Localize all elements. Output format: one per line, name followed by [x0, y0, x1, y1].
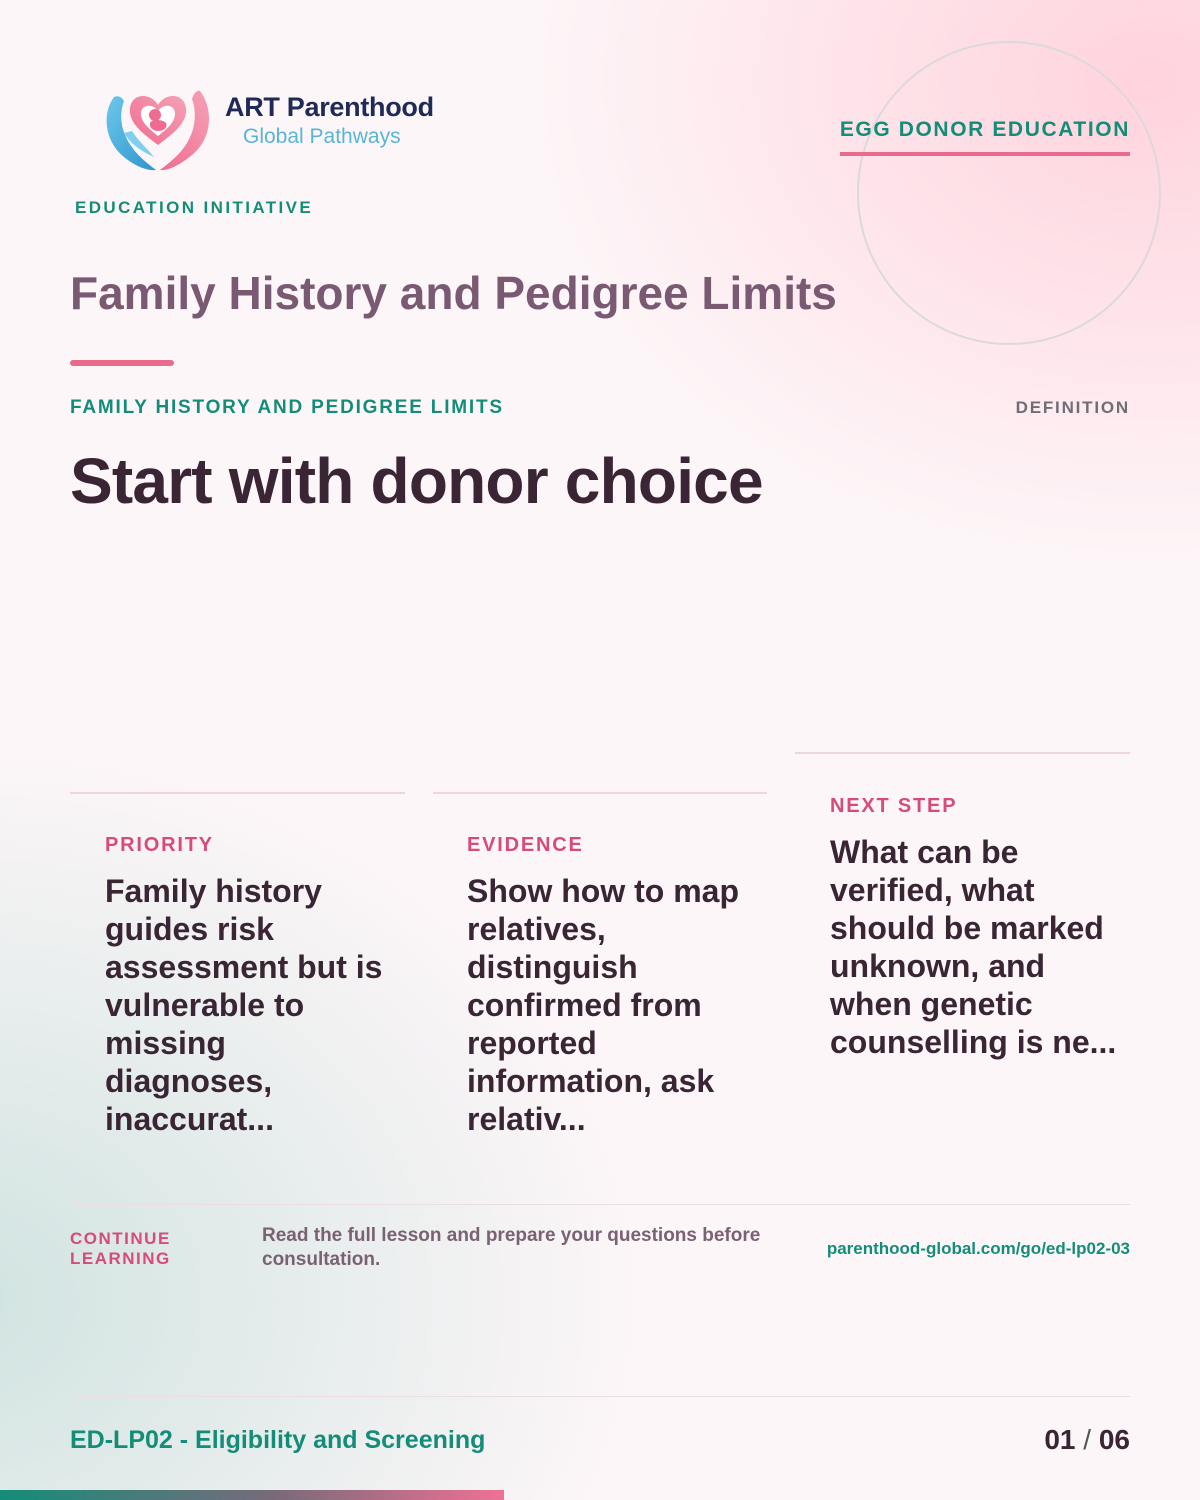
continue-label: CONTINUE LEARNING — [70, 1229, 171, 1268]
page-current: 01 — [1044, 1424, 1076, 1455]
header-kicker: EDUCATION INITIATIVE — [75, 198, 314, 217]
continue-divider — [70, 1204, 1130, 1205]
card-evidence-rule — [433, 792, 767, 794]
brand-name: ART Parenthood — [225, 92, 434, 122]
card-next-step-text: What can be verified, what should be marked unknown, and when genetic counselling is ne... — [830, 834, 1117, 1060]
card-priority-label: PRIORITY — [105, 834, 214, 856]
footer-divider — [70, 1396, 1130, 1397]
continue-text: Read the full lesson and prepare your questions before consultation. — [262, 1225, 761, 1270]
section-kicker: FAMILY HISTORY AND PEDIGREE LIMITS — [70, 397, 504, 418]
section-type: DEFINITION — [1015, 398, 1130, 417]
card-next-step-label: NEXT STEP — [830, 795, 958, 817]
page-title: Family History and Pedigree Limits — [70, 267, 837, 319]
page-number — [1044, 1424, 1130, 1456]
header-tag: EGG DONOR EDUCATION — [840, 118, 1130, 156]
card-evidence-label: EVIDENCE — [467, 834, 584, 856]
section-headline: Start with donor choice — [70, 445, 763, 517]
hands-heart-icon — [100, 75, 215, 175]
page-total: 06 — [1098, 1424, 1130, 1455]
card-priority-text: Family history guides risk assessment but is vulnerable to missing diagnoses, inaccurat... — [105, 873, 383, 1137]
card-priority-rule — [70, 792, 405, 794]
bottom-progress-bar — [0, 1490, 504, 1500]
footer-course-code: ED-LP02 - Eligibility and Screening — [70, 1426, 486, 1454]
brand-logo — [100, 75, 215, 175]
card-evidence-text: Show how to map relatives, distinguish confirmed from reported information, ask relativ... — [467, 873, 739, 1137]
decorative-circle — [857, 41, 1161, 345]
page-separator: / — [1083, 1424, 1092, 1455]
title-accent-rule — [70, 360, 174, 366]
continue-link[interactable]: parenthood-global.com/go/ed-lp02-03 — [826, 1239, 1130, 1258]
card-next-step-rule — [795, 752, 1130, 754]
brand-subtitle: Global Pathways — [243, 125, 401, 148]
